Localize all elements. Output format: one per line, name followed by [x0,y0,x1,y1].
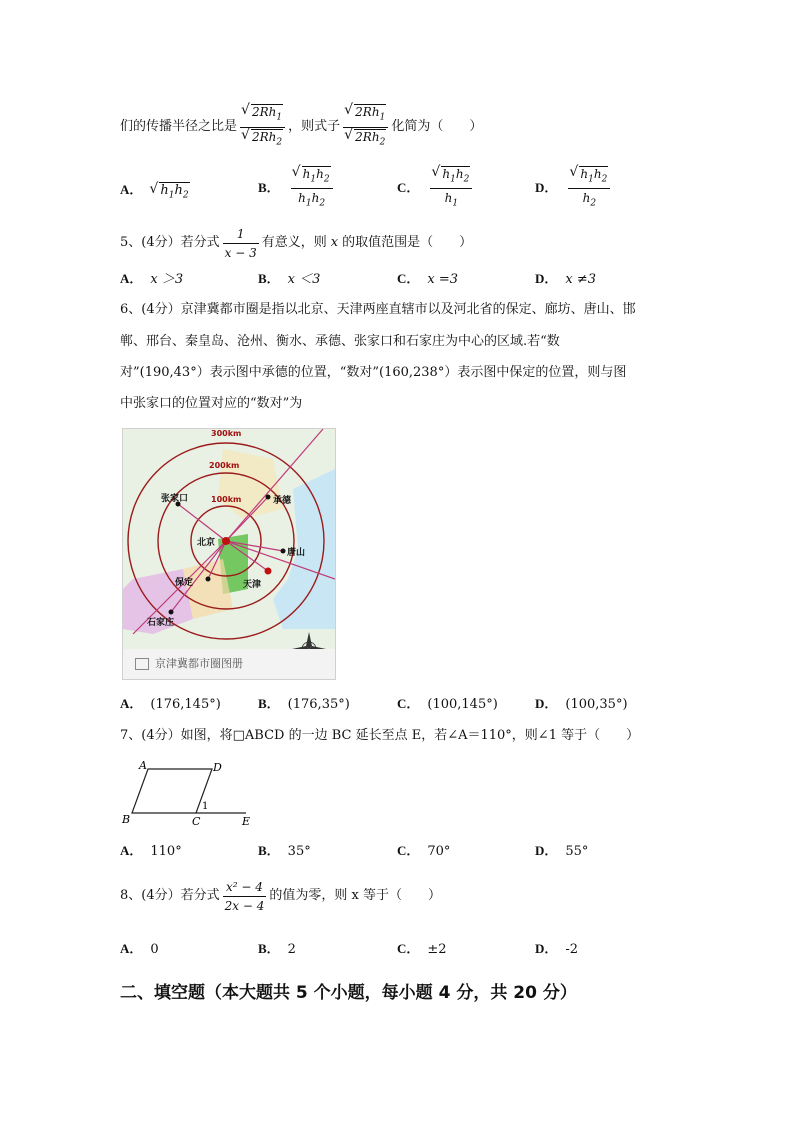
q8-fraction: $\frac{\text{x² − 4}}{2x - 4}$ [224,879,265,913]
q4-stem-end: 化简为（ ） [391,119,483,134]
q8-stem [120,876,441,916]
vertex-d-label: D [213,761,222,774]
q5-stem-end: 的取值范围是（ ） [342,235,473,250]
q5-option-c[interactable]: C． x =3 [397,271,459,287]
q4-option-a[interactable]: A．√ $h_1h_2$ [120,181,190,204]
q6-stem-line-1: 6、(4分）京津冀都市圈是指以北京、天津两座直辖市以及河北省的保定、廊坊、唐山、邯 [120,302,636,317]
q7-option-b[interactable]: B． 35° [258,843,311,859]
q7-option-c[interactable]: C． 70° [397,843,451,859]
q7-option-a[interactable]: A． 110° [120,843,182,859]
q4-stem-mid: ，则式子 [288,119,341,134]
q6-stem-line-2: 郸、邢台、秦皇岛、沧州、衡水、承德、张家口和石家庄为中心的区域.若“数 [120,334,560,349]
q7-option-d[interactable]: D． 55° [535,843,589,859]
city-label-zhangjiakou: 张家口 [161,494,189,504]
q6-option-d[interactable]: D． (100,35°) [535,696,628,712]
q5-stem [120,224,472,262]
city-label-tangshan: 唐山 [287,548,306,558]
city-label-shijiazhuang: 石家庄 [147,618,175,628]
q8-option-b[interactable]: B． 2 [258,941,296,957]
q8-option-a[interactable]: A． 0 [120,941,159,957]
q5-option-d[interactable]: D． x ≠3 [535,271,597,287]
q5-option-b[interactable]: B． x ＜3 [258,271,321,287]
q4-stem-text: 们的传播半径之比是 [120,119,238,134]
vertex-c-label: C [192,815,201,828]
ring-label-300km: 300km [211,429,242,438]
q5-variable: x [330,235,339,250]
ring-label-200km: 200km [209,461,240,470]
q4-ratio-fraction: √ $2Rh_1$ √ $2Rh_2$ [240,104,285,150]
q5-stem-post: 有意义，则 [261,235,327,250]
q6-stem-line-4: 中张家口的位置对应的“数对”为 [120,396,303,411]
city-label-beijing: 北京 [197,538,216,548]
ring-label-100km: 100km [211,495,242,504]
jingjinji-map [122,428,336,680]
q5-stem-pre: 5、(4分）若分式 [120,235,220,250]
parallelogram-figure [118,757,258,829]
vertex-b-label: B [122,813,131,826]
vertex-a-label: A [139,759,147,772]
q4-expression-fraction: √ $2Rh_1$ √ $2Rh_2$ [343,104,388,150]
q6-option-b[interactable]: B． (176,35°) [258,696,350,712]
q8-option-c[interactable]: C． ±2 [397,941,447,957]
q5-fraction: $\frac{1}{x - 3}$ [224,226,257,260]
map-caption: 京津冀都市圈图册 [123,649,335,679]
city-label-tianjin: 天津 [243,580,262,590]
q4-stem [120,104,482,150]
section-2-heading: 二、填空题（本大题共 5 个小题，每小题 4 分，共 20 分） [120,983,577,1003]
q7-stem: 7、(4分）如图，将□ABCD 的一边 BC 延长至点 E，若∠A＝110°，则∠1 等于（ ） [120,728,640,743]
q6-option-c[interactable]: C． (100,145°) [397,696,498,712]
q6-stem-line-3: 对”(190,43°）表示图中承德的位置，“数对”(160,238°）表示图中保定的位置，则与图 [120,365,627,380]
q5-option-a[interactable]: A． x ＞3 [120,271,184,287]
image-icon [135,658,149,670]
q4-option-d[interactable]: D． √ $\frac{h_1h_2}{h_2}$ [535,166,613,212]
q4-option-b[interactable]: B． √ $\frac{h_1h_2}{h_1h_2}$ [258,166,336,212]
q8-stem-pre: 8、(4分）若分式 [120,888,220,903]
city-label-baoding: 保定 [175,578,194,588]
city-label-chengde: 承德 [273,496,292,506]
angle-1-label: 1 [202,801,209,812]
q8-stem-post: 的值为零，则 x 等于（ ） [269,888,441,903]
q4-option-c[interactable]: C． √ $\frac{h_1h_2}{h_1}$ [397,166,475,212]
q6-option-a[interactable]: A． (176,145°) [120,696,221,712]
point-e-label: E [242,815,251,828]
q8-option-d[interactable]: D． -2 [535,941,579,957]
